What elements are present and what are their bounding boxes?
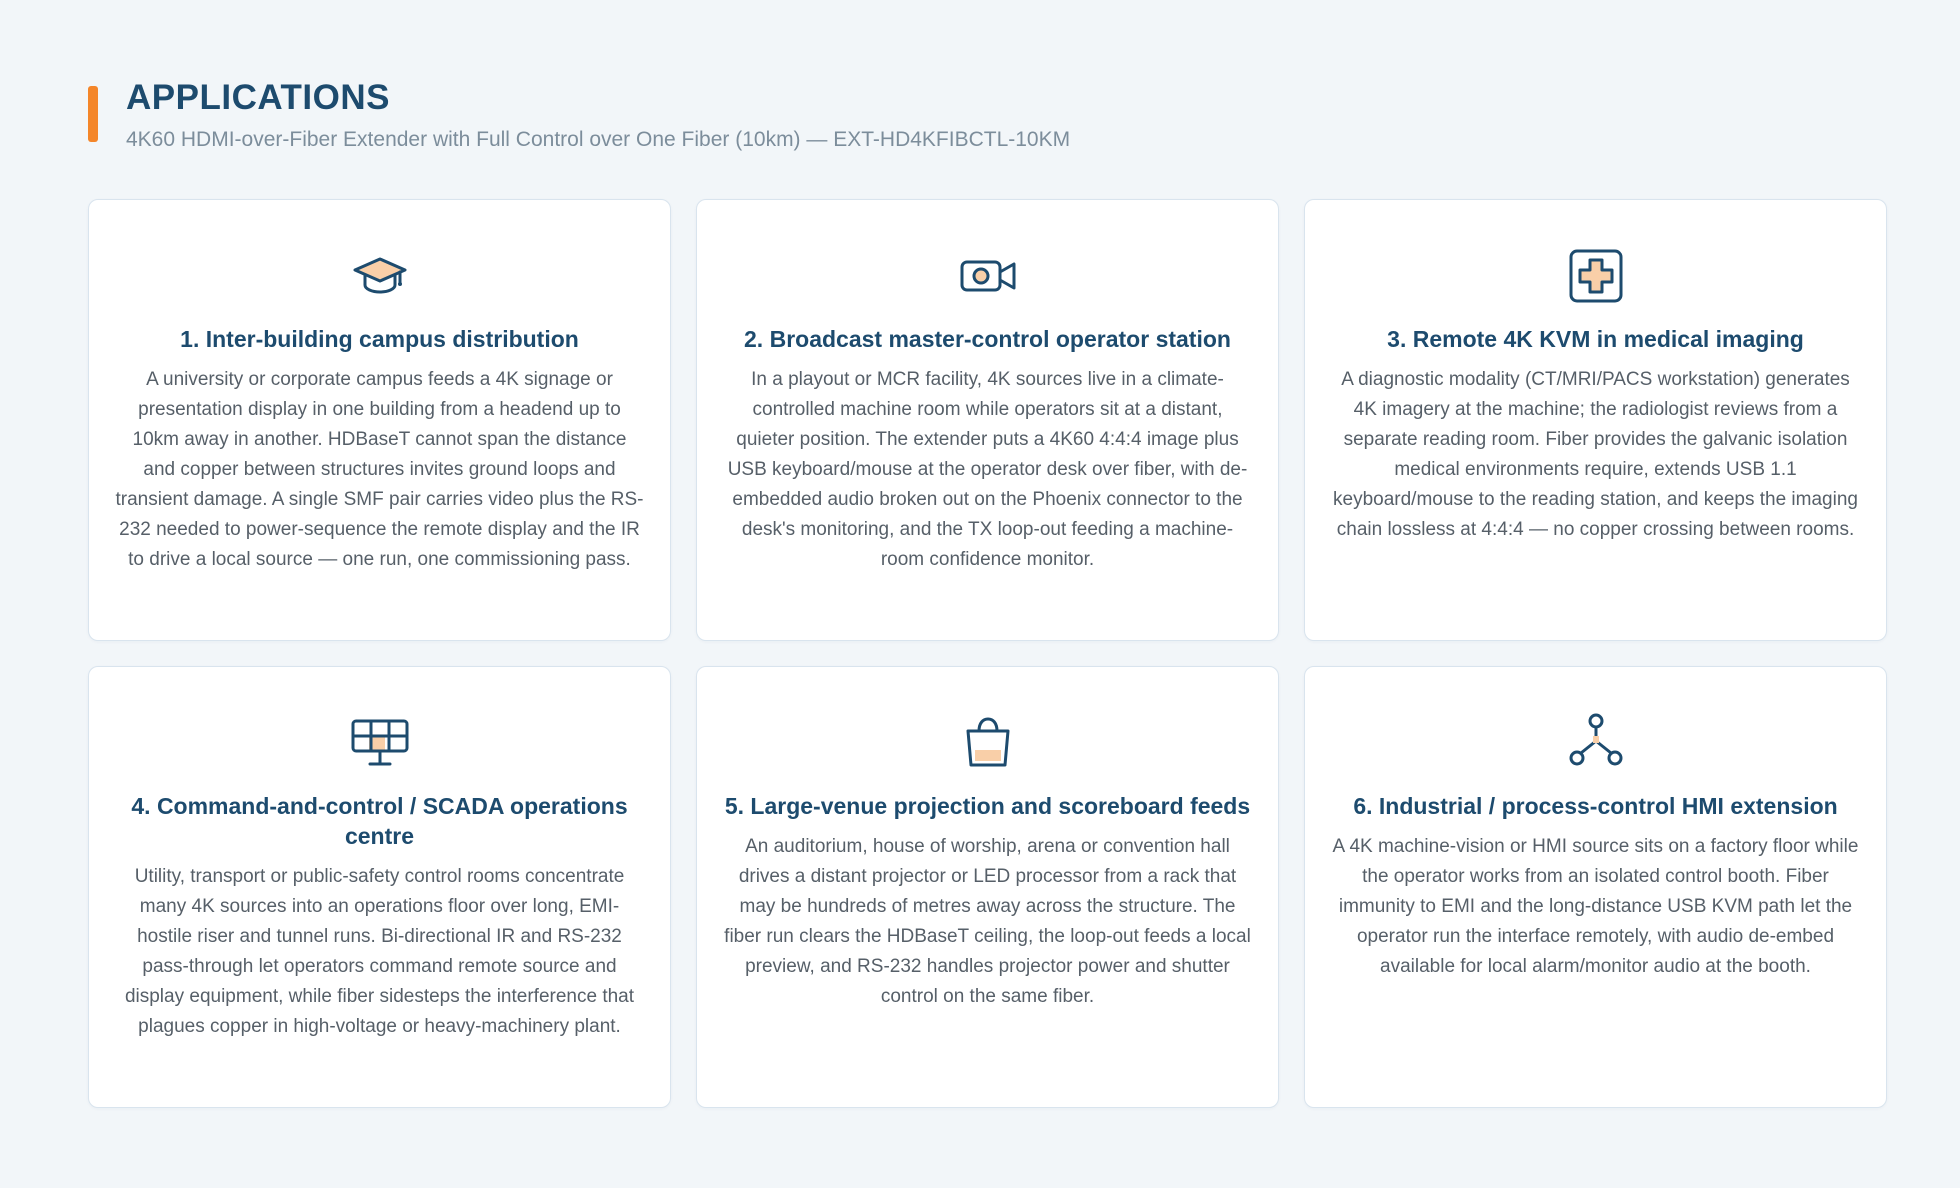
application-card-scada	[88, 666, 671, 1108]
page-header	[88, 80, 1872, 150]
page-subtitle: 4K60 HDMI-over-Fiber Extender with Full Control over One Fiber (10km) — EXT-HD4KFIBCTL-10KM	[126, 128, 1071, 151]
application-card-industrial	[1304, 666, 1887, 1108]
card-body: A diagnostic modality (CT/MRI/PACS workstation) generates 4K imagery at the machine; the radiologist reviews from a separate reading room. Fiber provides the galvanic isolation medical environments require, extends USB 1.1 keyboard/mouse to the reading station, and keeps the imaging chain lossless at 4:4:4 — no copper crossing between rooms.	[1333, 369, 1858, 540]
card-title: 5. Large-venue projection and scoreboard feeds	[724, 793, 1251, 819]
card-body: Utility, transport or public-safety control rooms concentrate many 4K sources into an operations floor over long, EMI-hostile riser and tunnel runs. Bi-directional IR and RS-232 pass-through let operators command remote source and display equipment, while fiber sidesteps the interference that plagues copper in high-voltage or heavy-machinery plant.	[124, 866, 635, 1037]
application-card-broadcast	[696, 199, 1279, 641]
card-title: 2. Broadcast master-control operator station	[744, 326, 1231, 352]
page-title: APPLICATIONS	[126, 78, 390, 117]
card-title: 6. Industrial / process-control HMI extension	[1353, 793, 1838, 819]
card-title: 1. Inter-building campus distribution	[180, 326, 579, 352]
medical-cross-icon	[1564, 244, 1628, 308]
accent-bar	[88, 86, 98, 142]
video-camera-icon	[956, 244, 1020, 308]
card-body: An auditorium, house of worship, arena or convention hall drives a distant projector or LED processor from a rack that may be hundreds of metres away across the structure. The fiber run clears the HDBaseT ceiling, the loop-out feeds a local preview, and RS-232 handles projector power and shutter control on the same fiber.	[724, 836, 1251, 1007]
video-wall-icon	[348, 711, 412, 775]
application-card-medical	[1304, 199, 1887, 641]
card-body: A 4K machine-vision or HMI source sits on a factory floor while the operator works from an isolated control booth. Fiber immunity to EMI and the long-distance USB KVM path let the operator run the interface remotely, with audio de-embed available for local alarm/monitor audio at the booth.	[1332, 836, 1859, 977]
card-title: 4. Command-and-control / SCADA operations centre	[131, 793, 628, 849]
network-nodes-icon	[1564, 711, 1628, 775]
shopping-bag-icon	[956, 711, 1020, 775]
card-body: In a playout or MCR facility, 4K sources live in a climate-controlled machine room while operators sit at a distant, quieter position. The extender puts a 4K60 4:4:4 image plus USB keyboard/mouse at the operator desk over fiber, with de-embedded audio broken out on the Phoenix connector to the desk's monitoring, and the TX loop-out feeding a machine-room confidence monitor.	[727, 369, 1248, 570]
card-body: A university or corporate campus feeds a 4K signage or presentation display in one building from a headend up to 10km away in another. HDBaseT cannot span the distance and copper between structures invites ground loops and transient damage. A single SMF pair carries video plus the RS-232 needed to power-sequence the remote display and the IR to drive a local source — one run, one commissioning pass.	[115, 369, 644, 570]
graduation-cap-icon	[348, 244, 412, 308]
application-card-venue	[696, 666, 1279, 1108]
card-title: 3. Remote 4K KVM in medical imaging	[1387, 326, 1804, 352]
applications-grid	[88, 199, 1872, 1108]
application-card-campus	[88, 199, 671, 641]
